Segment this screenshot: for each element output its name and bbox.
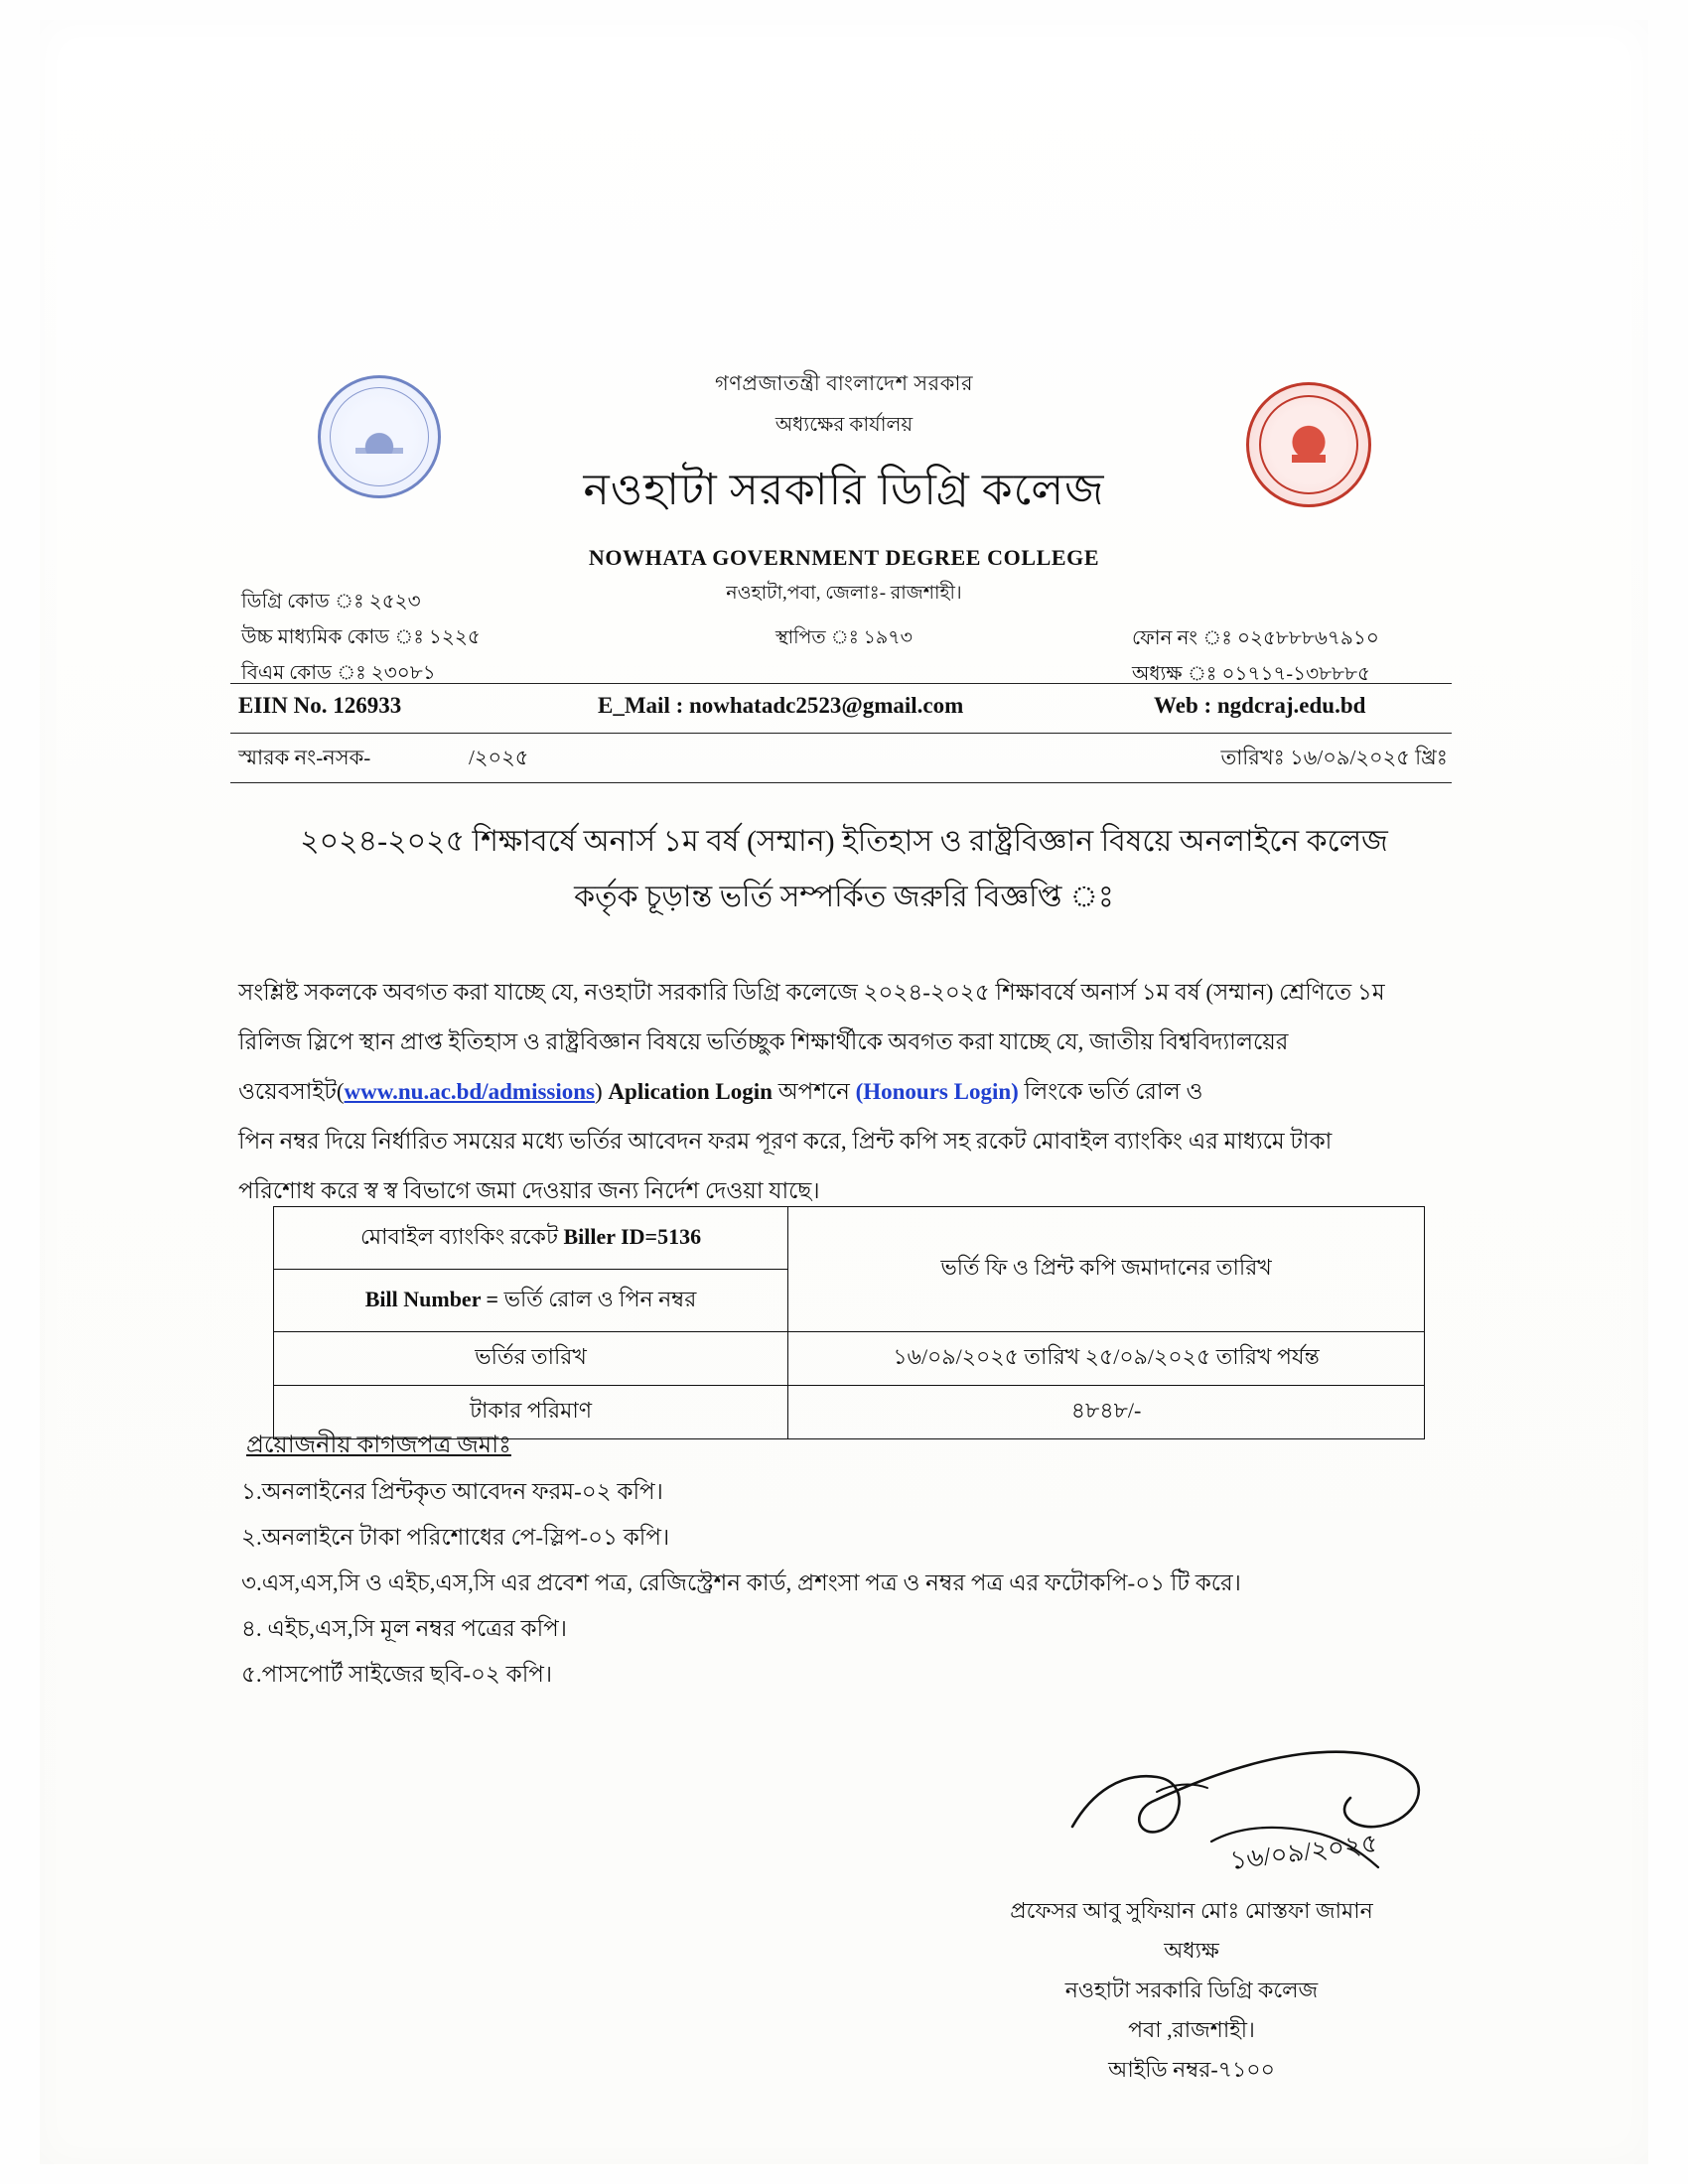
admission-date-label: ভর্তির তারিখ (274, 1332, 788, 1386)
office-line: অধ্যক্ষের কার্যালয় (774, 414, 914, 436)
body-line-1: সংশ্লিষ্ট সকলকে অবগত করা যাচ্ছে যে, নওহাটা সরকারি ডিগ্রি কলেজে ২০২৪-২০২৫ শিক্ষাবর্ষে অনার্স ১ম বর্ষ (সম্মান) শ্রেণিতে ১ম (238, 980, 1385, 1005)
contact-row (230, 691, 1452, 731)
body-line-3 (238, 1067, 1460, 1117)
divider-1 (230, 683, 1452, 684)
divider-3 (230, 782, 1452, 783)
biller-id-value: Biller ID=5136 (563, 1223, 702, 1249)
college-name-english: NOWHATA GOVERNMENT DEGREE COLLEGE (588, 545, 1100, 570)
payment-info-table (273, 1206, 1425, 1439)
degree-code: ডিগ্রি কোড ঃ ২৫২৩ (241, 591, 421, 613)
college-address: নওহাটা,পবা, জেলাঃ- রাজশাহী। (726, 583, 962, 604)
government-line: গণপ্রজাতন্ত্রী বাংলাদেশ সরকার (714, 371, 974, 395)
body-line-3-suffix: লিংকে ভর্তি রোল ও (1018, 1079, 1203, 1104)
body-line-5: পরিশোধ করে স্ব স্ব বিভাগে জমা দেওয়ার জন্য নির্দেশ দেওয়া যাছে। (238, 1178, 820, 1203)
principal-designation: অধ্যক্ষ (1164, 1938, 1219, 1963)
notice-title-line-1: ২০২৪-২০২৫ শিক্ষাবর্ষে অনার্স ১ম বর্ষ (সম্মান) ইতিহাস ও রাষ্ট্রবিজ্ঞান বিষয়ে অনলাইনে কলেজ (300, 825, 1388, 858)
biller-id-bangla: মোবাইল ব্যাংকিং রকেট (360, 1223, 564, 1249)
body-line-3-mid: ) (595, 1079, 609, 1104)
hsc-code: উচ্চ মাধ্যমিক কোড ঃ ১২২৫ (241, 626, 481, 648)
signature-institution: নওহাটা সরকারি ডিগ্রি কলেজ (1064, 1978, 1319, 2002)
phone-number: ফোন নং ঃ ০২৫৮৮৮৬৭৯১০ (1132, 627, 1379, 649)
honours-login-label: (Honours Login) (855, 1079, 1019, 1104)
fee-submission-date-header: ভর্তি ফি ও প্রিন্ট কপি জমাদানের তারিখ (788, 1207, 1425, 1332)
college-name-bangla: নওহাটা সরকারি ডিগ্রি কলেজ (583, 466, 1105, 514)
memo-value: /২০২৫ (469, 746, 529, 769)
amount-value: ৪৮৪৮/- (788, 1386, 1425, 1439)
code-block-right (1132, 620, 1379, 692)
bm-code: বিএম কোড ঃ ২৩০৮১ (241, 662, 436, 684)
body-line-3-mid2: অপশনে (772, 1079, 856, 1104)
required-documents-heading: প্রয়োজনীয় কাগজপত্র জমাঃ (246, 1433, 511, 1458)
list-item: ৩.এস,এস,সি ও এইচ,এস,সি এর প্রবেশ পত্র, রেজিস্ট্রেশন কার্ড, প্রশংসা পত্র ও নম্বর পত্র এর ফটোকপি-০১ টি করে। (241, 1570, 1241, 1595)
signature-id-number: আইডি নম্বর-৭১০০ (1108, 2057, 1275, 2082)
application-login-label: Aplication Login (608, 1079, 773, 1104)
amount-label: টাকার পরিমাণ (274, 1386, 788, 1439)
list-item: ২.অনলাইনে টাকা পরিশোধের পে-স্লিপ-০১ কপি। (241, 1525, 670, 1550)
memo-row (230, 740, 1452, 779)
biller-id-cell (274, 1207, 788, 1270)
notice-title-line-2: কর্তৃক চূড়ান্ত ভর্তি সম্পর্কিত জরুরি বিজ্ঞপ্তি ঃ (574, 881, 1114, 913)
eiin-number: EIIN No. 126933 (238, 693, 402, 718)
established-year: স্থাপিত ঃ ১৯৭৩ (775, 627, 913, 648)
admission-date-value: ১৬/০৯/২০২৫ তারিখ ২৫/০৯/২০২৫ তারিখ পর্যন্ত (788, 1332, 1425, 1386)
list-item: ১.অনলাইনের প্রিন্টকৃত আবেদন ফরম-০২ কপি। (241, 1479, 663, 1504)
notice-body (238, 968, 1460, 1216)
body-line-4: পিন নম্বর দিয়ে নির্ধারিত সময়ের মধ্যে ভর্তির আবেদন ফরম পূরণ করে, প্রিন্ট কপি সহ রকেট মোবাইল ব্যাংকিং এর মাধ্যমে টাকা (238, 1129, 1333, 1154)
table-row (274, 1332, 1425, 1386)
document-header (0, 367, 1688, 611)
svg-text:১৬/০৯/২০২৫: ১৬/০৯/২০২৫ (1228, 1828, 1380, 1875)
table-row (274, 1207, 1425, 1270)
bill-number-label: Bill Number = (364, 1286, 504, 1311)
signature-block (844, 1891, 1539, 2090)
list-item: ৫.পাসপোর্ট সাইজের ছবি-০২ কপি। (241, 1662, 553, 1687)
body-line-2: রিলিজ স্লিপে স্থান প্রাপ্ত ইতিহাস ও রাষ্ট্রবিজ্ঞান বিষয়ে ভর্তিচ্ছুক শিক্ষার্থীকে অবগত করা যাচ্ছে যে, জাতীয় বিশ্ববিদ্যালয়ের (238, 1029, 1289, 1054)
issue-date: তারিখঃ ১৬/০৯/২০২৫ খ্রিঃ (1220, 746, 1448, 769)
body-line-3-prefix: ওয়েবসাইট( (238, 1079, 345, 1104)
principal-phone-number: অধ্যক্ষ ঃ ০১৭১৭-১৩৮৮৮৫ (1132, 663, 1370, 685)
memo-label: স্মারক নং-নসক- (238, 746, 371, 769)
bill-number-cell (274, 1270, 788, 1332)
handwritten-signature-icon (1062, 1732, 1479, 1881)
list-item: ৪. এইচ,এস,সি মূল নম্বর পত্রের কপি। (241, 1616, 568, 1641)
required-documents-list (241, 1469, 1433, 1698)
divider-2 (230, 733, 1452, 734)
nu-admissions-link[interactable]: www.nu.ac.bd/admissions (344, 1079, 595, 1104)
bill-number-value: ভর্তি রোল ও পিন নম্বর (503, 1286, 697, 1311)
website-address: Web : ngdcraj.edu.bd (1154, 693, 1366, 718)
email-address: E_Mail : nowhatadc2523@gmail.com (598, 693, 964, 718)
notice-title (228, 814, 1460, 925)
principal-name: প্রফেসর আবু সুফিয়ান মোঃ মোস্তফা জামান (1010, 1898, 1373, 1923)
signature-place: পবা ,রাজশাহী। (1128, 2017, 1255, 2042)
